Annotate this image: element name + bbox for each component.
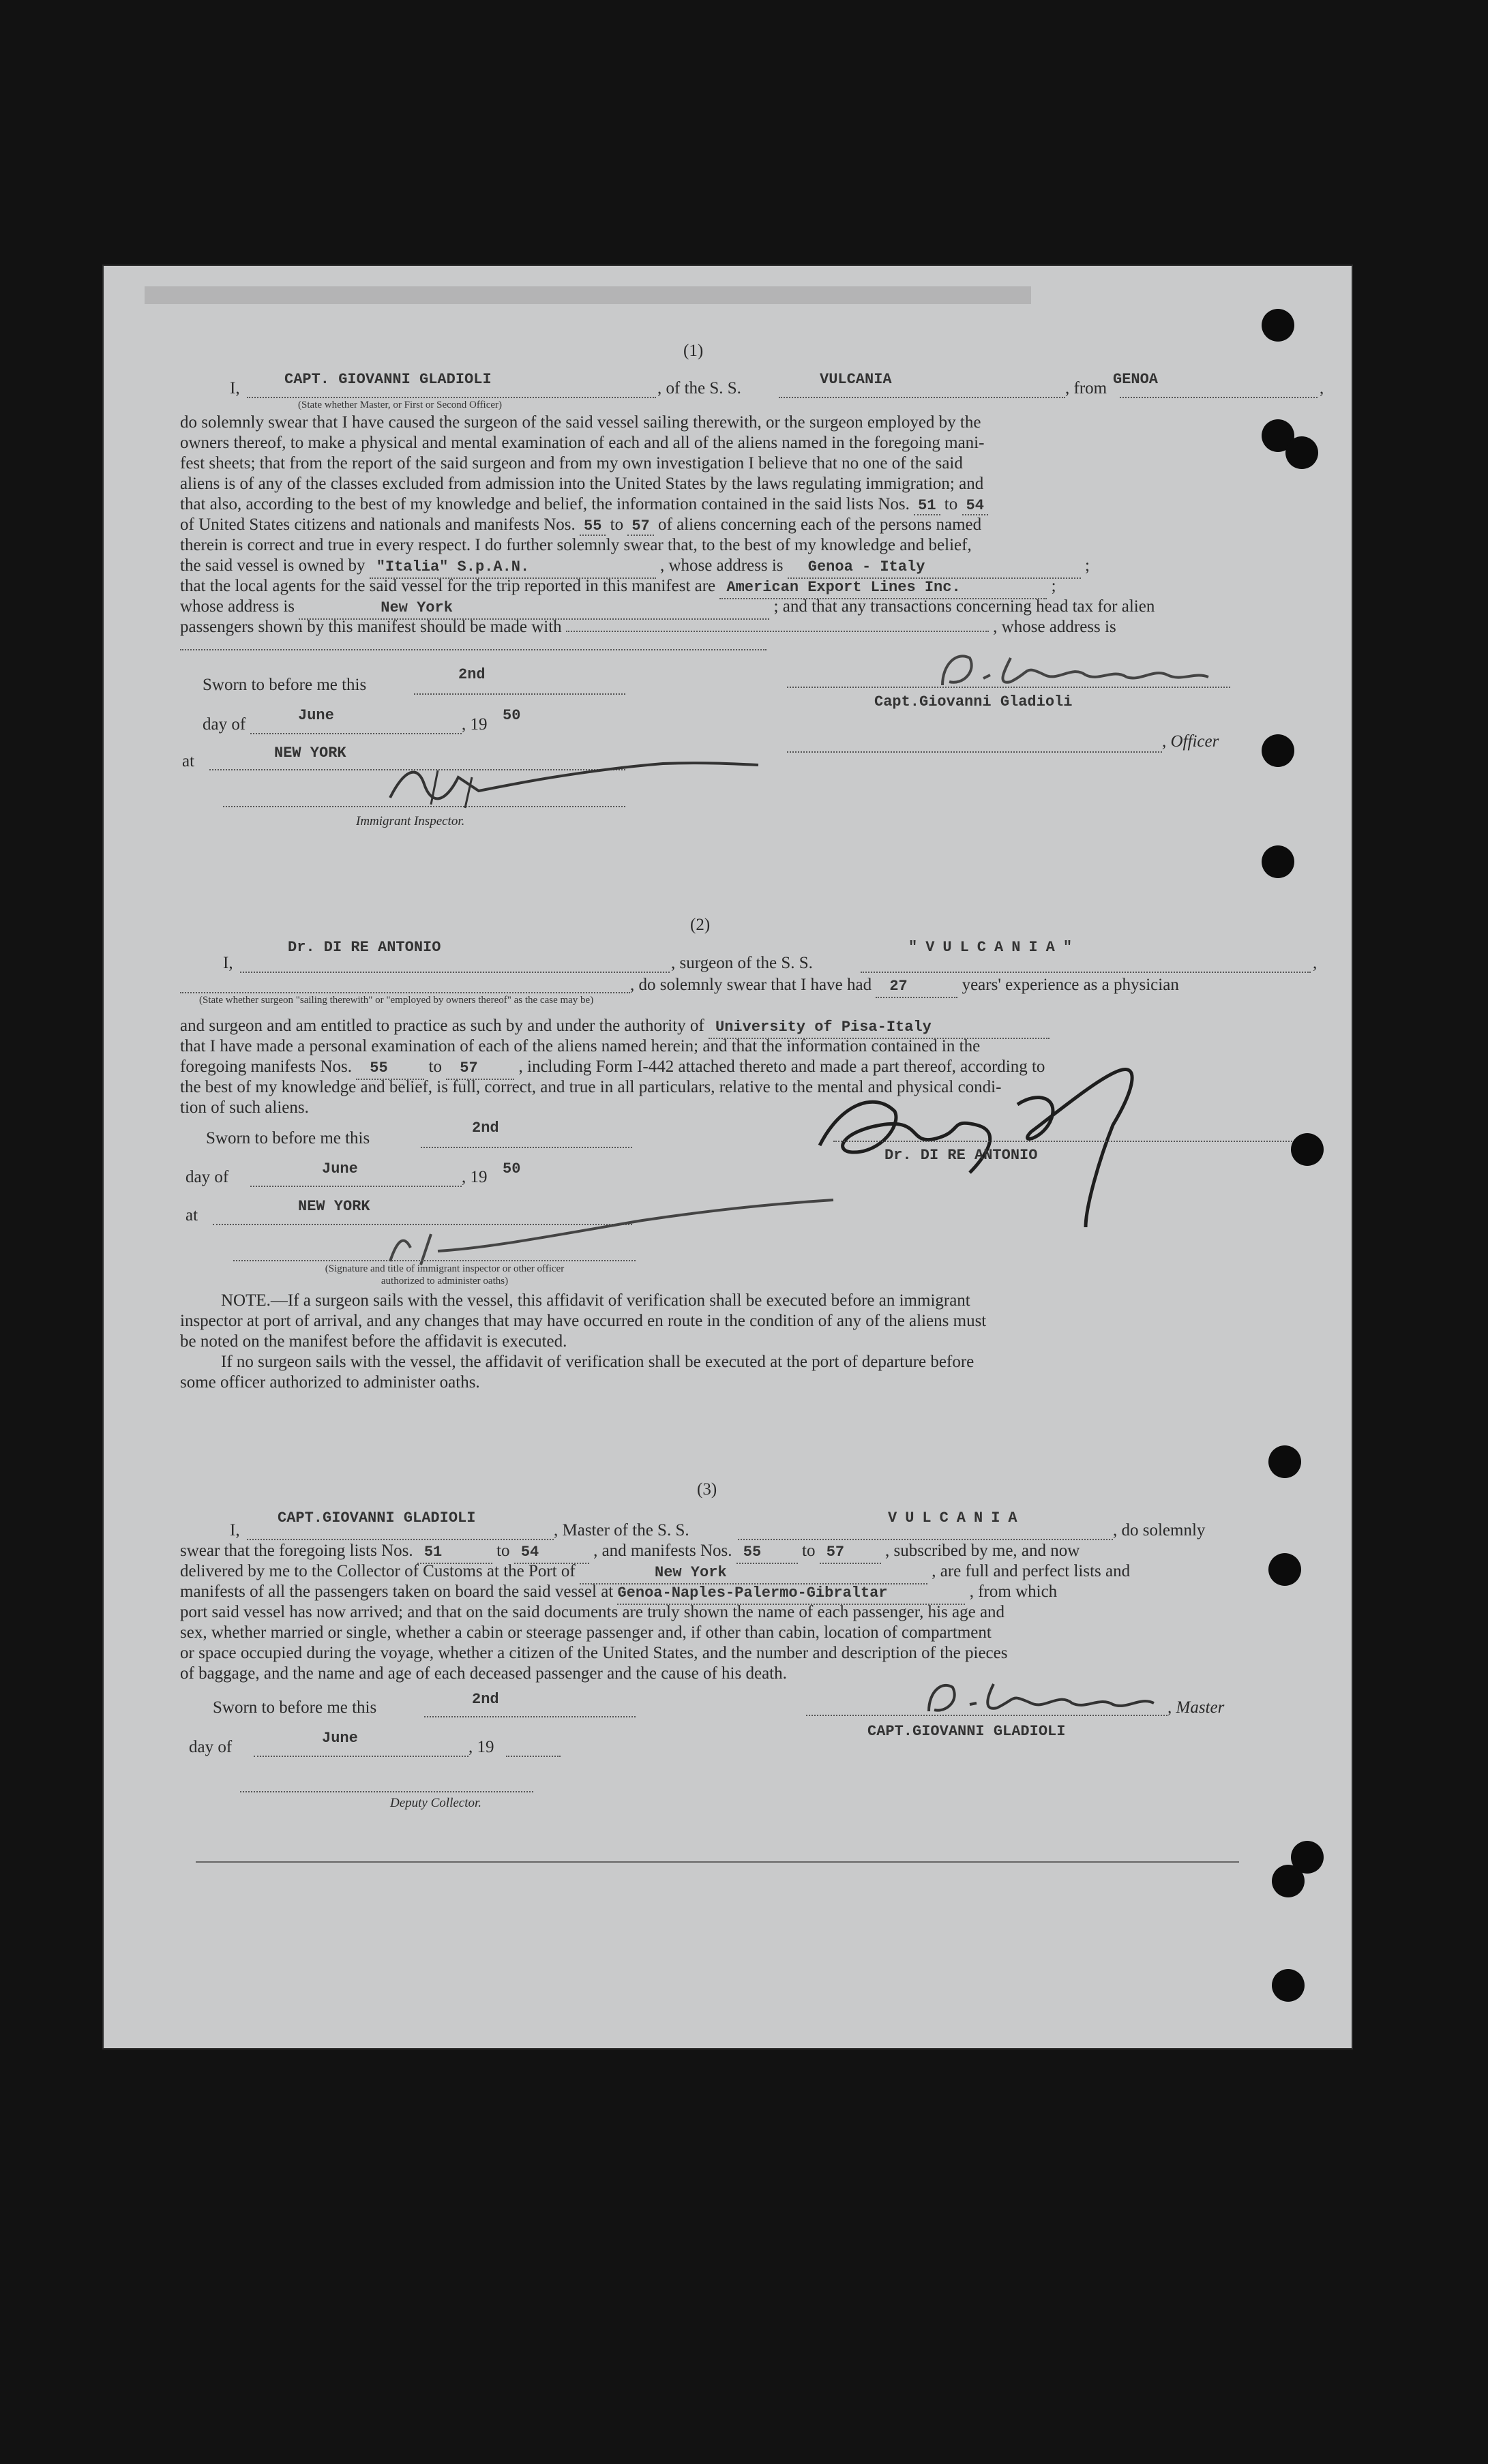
- punch-hole: [1262, 734, 1294, 767]
- manifests-to-2: 57: [446, 1058, 514, 1080]
- lists-line-3: swear that the foregoing lists Nos. 51 to 54 , and manifests Nos. 55 to 57 , subscribed by me, and now: [180, 1541, 1080, 1564]
- month-3: June: [322, 1730, 358, 1747]
- sworn-day-line-1: [414, 693, 625, 695]
- punch-hole: [1268, 1445, 1301, 1478]
- inspector-note-2: (Signature and title of immigrant inspector or other officer authorized to administer oaths): [325, 1263, 565, 1287]
- delivered-line: delivered by me to the Collector of Customs at the Port of New York , are full and perfect lists and: [180, 1561, 1130, 1584]
- vessel-line-2: [861, 972, 1311, 973]
- manifest-page: [104, 266, 1352, 2048]
- owner-address: Genoa - Italy: [788, 557, 1081, 579]
- punch-hole: [1291, 1133, 1324, 1166]
- route: Genoa-Naples-Palermo-Gibraltar: [617, 1583, 965, 1605]
- sworn-day-line-3: [424, 1716, 636, 1717]
- vessel-line-3: [738, 1539, 1113, 1540]
- month-2: June: [322, 1160, 358, 1177]
- section-1-i-label: I,: [230, 379, 240, 397]
- inspector-title-1: Immigrant Inspector.: [356, 814, 465, 828]
- officer-name: CAPT. GIOVANNI GLADIOLI: [284, 371, 492, 388]
- section-1-number: (1): [683, 342, 704, 360]
- sworn-label-2: Sworn to before me this: [206, 1129, 370, 1147]
- surgeon-state-line: [180, 992, 630, 993]
- sworn-day-line-2: [421, 1147, 632, 1148]
- year-label-1: , 19: [462, 715, 488, 734]
- lists-from: 51: [914, 497, 940, 515]
- knowledge-line: the best of my knowledge and belief, is full, correct, and true in all particulars, relative to the mental and physical condi-: [180, 1078, 1002, 1096]
- comma: ,: [1320, 379, 1324, 397]
- year-line-3: [506, 1756, 561, 1757]
- lists-to-3: 54: [514, 1542, 589, 1564]
- month-line-3: [254, 1756, 468, 1757]
- header-stamp: [145, 280, 1031, 314]
- examination-line: that I have made a personal examination of each of the aliens named herein; and that the information contained in the: [180, 1037, 981, 1055]
- manifests-line: of United States citizens and nationals and manifests Nos. 55 to 57 of aliens concerning each of the persons named: [180, 515, 982, 535]
- month-line-1: [250, 733, 462, 734]
- manifests-to-3: 57: [820, 1542, 881, 1564]
- master-signer: CAPT.GIOVANNI GLADIOLI: [867, 1723, 1066, 1740]
- vessel-name-2: "VULCANIA": [908, 939, 1081, 956]
- officer-name-line: [247, 397, 656, 398]
- year-1: 50: [503, 707, 521, 724]
- agents-line: that the local agents for the said vessel for the trip reported in this manifest are American Export Lines Inc. ;: [180, 576, 1056, 599]
- aliens-line: tion of such aliens.: [180, 1098, 309, 1117]
- section-1-body: do solemnly swear that I have caused the surgeon of the said vessel sailing therewith, or the surgeon employed by the owners thereof, to make a physical and mental examination of each and all of the aliens named in the foregoing mani- fest sheets; that from the report of the said surgeon and from my own investigation I believe that no one of the said aliens is of any of the classes excluded from admission into the United States by the laws regulating immigration; and: [180, 413, 985, 493]
- vessel-name-3: VULCANIA: [888, 1509, 1026, 1527]
- manifests-from-2: 55: [356, 1058, 424, 1080]
- agents-address: New York: [299, 598, 769, 620]
- day-of-label-2: day of: [185, 1168, 229, 1186]
- officer-signer: Capt.Giovanni Gladioli: [874, 693, 1073, 710]
- vessel-line: [779, 397, 1065, 398]
- master-sig-line: [806, 1715, 1167, 1716]
- solemnly-label: , do solemnly: [1113, 1521, 1206, 1539]
- officer-title-line: [787, 751, 1162, 753]
- deputy-title: Deputy Collector.: [390, 1796, 482, 1810]
- manifests-all-line: manifests of all the passengers taken on board the said vessel at Genoa-Naples-Palermo-Gibraltar , from which: [180, 1582, 1057, 1605]
- punch-hole: [1268, 1553, 1301, 1586]
- manifests-to: 57: [627, 517, 653, 536]
- section-2-number: (2): [690, 916, 711, 934]
- year-label-3: , 19: [468, 1738, 494, 1756]
- manifests-from: 55: [580, 517, 606, 536]
- inspector-line-1: [223, 806, 625, 807]
- port-from: GENOA: [1113, 371, 1159, 388]
- sworn-day-2: 2nd: [472, 1120, 499, 1137]
- of-ss-label: , of the S. S.: [657, 379, 741, 397]
- sworn-label-3: Sworn to before me this: [213, 1698, 377, 1717]
- officer-state-note: (State whether Master, or First or Second Officer): [298, 400, 503, 410]
- blank-address-line: [180, 649, 767, 650]
- officer-title: , Officer: [1162, 732, 1219, 751]
- day-of-label-1: day of: [203, 715, 246, 734]
- place-2: NEW YORK: [298, 1198, 370, 1215]
- master-of-label: , Master of the S. S.: [554, 1521, 689, 1539]
- passengers-line: passengers shown by this manifest should be made with , whose address is: [180, 618, 1116, 636]
- swear-line-2: , do solemnly swear that I have had 27 years' experience as a physician: [630, 975, 1179, 998]
- punch-hole: [1285, 436, 1318, 469]
- section-3-body: port said vessel has now arrived; and that on the said documents are truly shown the name of each passenger, his age and sex, whether married or single, whether a cabin or steerage passenger and, if other than cabin, location of compartment or space occupied during the voyage, whether a citizen of the United States, and the number and description of the pieces of baggage, and the name and age of each deceased passenger and the cause of his death.: [180, 1603, 1008, 1683]
- bottom-rule: [196, 1861, 1239, 1863]
- master-name: CAPT.GIOVANNI GLADIOLI: [278, 1509, 476, 1527]
- surgeon-name-line: [240, 972, 670, 973]
- surgeon-note: NOTE.—If a surgeon sails with the vessel, this affidavit of verification shall be executed before an immigrant inspector at port of arrival, and any changes that may have occurred en route in the condition of any of the aliens must be noted on the manifest before the affidavit is executed. If no surgeon sails with the vessel, the affidavit of verification shall be executed at the port of departure before some officer authorized to administer oaths.: [180, 1291, 987, 1392]
- lists-line: that also, according to the best of my knowledge and belief, the information contained in the said lists Nos. 51 to 54: [180, 494, 988, 516]
- punch-hole: [1262, 309, 1294, 342]
- day-of-label-3: day of: [189, 1738, 233, 1756]
- years: 27: [876, 976, 957, 998]
- sworn-day-3: 2nd: [472, 1691, 499, 1708]
- master-name-line: [247, 1539, 554, 1540]
- lists-from-3: 51: [417, 1542, 492, 1564]
- year-label-2: , 19: [462, 1168, 488, 1186]
- place-1: NEW YORK: [274, 745, 346, 762]
- surgeon-of-label: , surgeon of the S. S.: [671, 954, 813, 972]
- sworn-label-1: Sworn to before me this: [203, 676, 367, 694]
- inspector-line-2: [233, 1260, 636, 1261]
- sworn-day-1: 2nd: [458, 666, 486, 683]
- month-line-2: [250, 1186, 462, 1187]
- surgeon-signer: Dr. DI RE ANTONIO: [884, 1147, 1038, 1164]
- authority-line: and surgeon and am entitled to practice as such by and under the authority of University of Pisa-Italy: [180, 1016, 1050, 1039]
- agents-address-line: whose address is New York ; and that any transactions concerning head tax for alien: [180, 597, 1155, 620]
- manifests-from-3: 55: [736, 1542, 798, 1564]
- punch-hole: [1272, 1969, 1305, 2002]
- punch-hole: [1262, 845, 1294, 878]
- at-label-1: at: [182, 752, 195, 770]
- officer-sig-line: [787, 687, 1230, 688]
- month-1: June: [298, 707, 334, 724]
- owner: "Italia" S.p.A.N.: [370, 557, 656, 579]
- agents: American Export Lines Inc.: [719, 577, 1047, 599]
- master-title: , Master: [1167, 1698, 1225, 1717]
- section-2-i-label: I,: [223, 954, 233, 972]
- section-3-i-label: I,: [230, 1521, 240, 1539]
- body-line-7: therein is correct and true in every respect. I do further solemnly swear that, to the best of my knowledge and belief,: [180, 536, 972, 554]
- at-label-2: at: [185, 1206, 198, 1225]
- surgeon-state-note: (State whether surgeon "sailing therewith" or "employed by owners thereof" as the case may be): [199, 995, 594, 1006]
- from-label: , from: [1065, 379, 1107, 397]
- authority: University of Pisa-Italy: [709, 1017, 1050, 1039]
- comma-2: ,: [1313, 954, 1318, 972]
- section-3-number: (3): [697, 1480, 717, 1499]
- surgeon-sig-line: [833, 1141, 1311, 1142]
- port-from-line: [1120, 397, 1318, 398]
- vessel-name: VULCANIA: [820, 371, 892, 388]
- year-2: 50: [503, 1160, 521, 1177]
- port-3: New York: [580, 1563, 927, 1584]
- deputy-line: [240, 1791, 533, 1792]
- punch-hole: [1272, 1865, 1305, 1897]
- owned-line: the said vessel is owned by "Italia" S.p.A.N. , whose address is Genoa - Italy ;: [180, 556, 1090, 579]
- lists-to: 54: [962, 497, 988, 515]
- foregoing-line: foregoing manifests Nos. 55 to 57 , including Form I-442 attached thereto and made a part thereof, according to: [180, 1057, 1045, 1080]
- surgeon-name: Dr. DI RE ANTONIO: [288, 939, 441, 956]
